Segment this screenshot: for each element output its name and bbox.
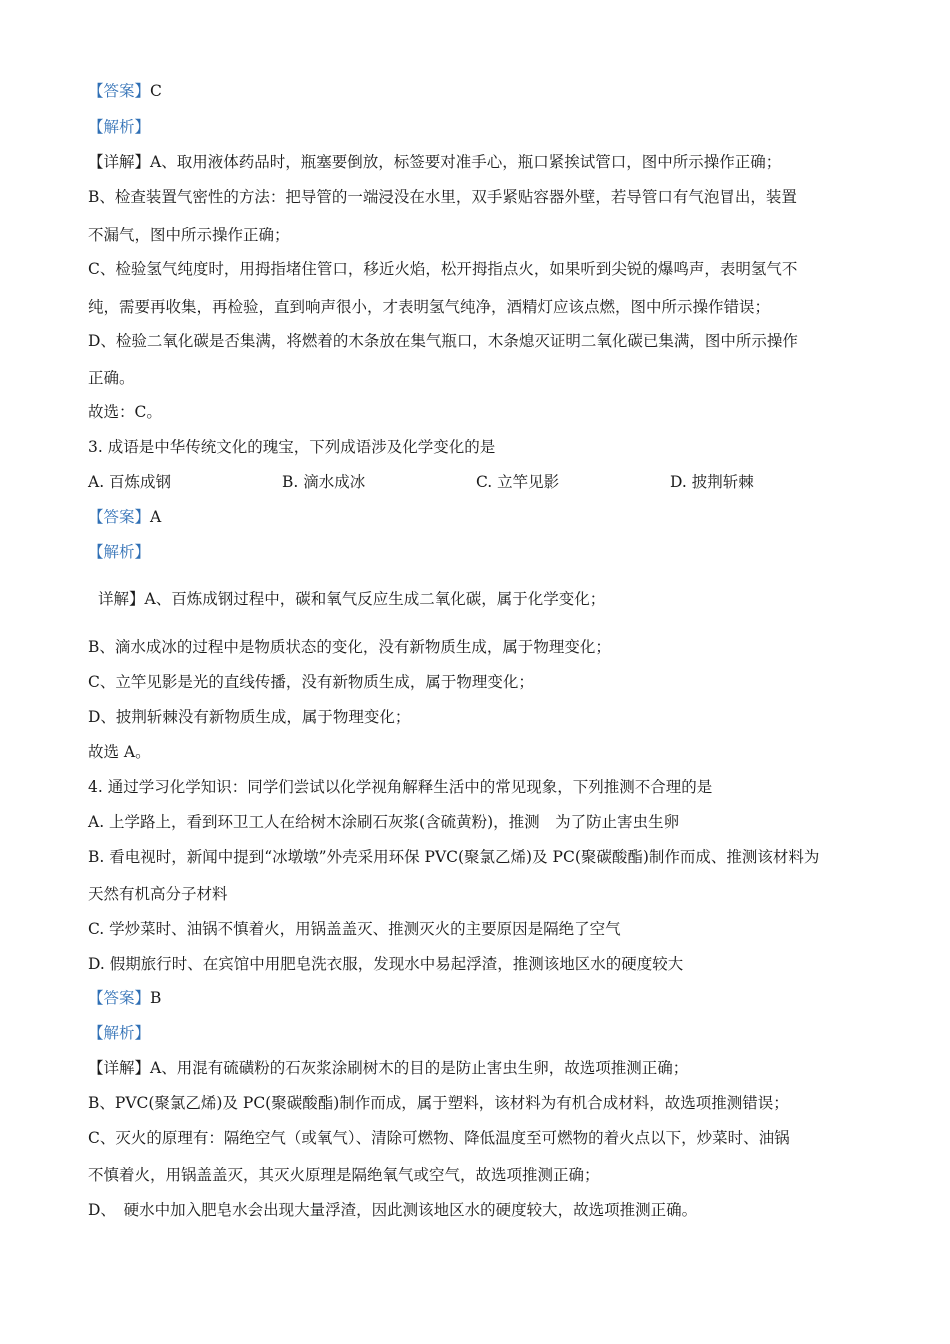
answer-tag: 【答案】 bbox=[88, 989, 151, 1007]
q4-analysis-tag: 【解析】 bbox=[88, 1024, 151, 1042]
q3-stem: 3. 成语是中华传统文化的瑰宝，下列成语涉及化学变化的是 bbox=[88, 438, 496, 456]
q2-answer-line bbox=[88, 81, 162, 101]
q4-detail-line: B、PVC(聚氯乙烯)及 PC(聚碳酸酯)制作而成，属于塑料，该材料为有机合成材料，故选项推测错误； bbox=[88, 1094, 789, 1112]
q3-detail-line: 详解】A、百炼成钢过程中，碳和氧气反应生成二氧化碳，属于化学变化； bbox=[98, 590, 606, 608]
q3-analysis-tag: 【解析】 bbox=[88, 543, 151, 561]
q3-option-b: B. 滴水成冰 bbox=[282, 473, 366, 491]
q3-answer-line bbox=[88, 507, 161, 527]
q4-detail-line: 不慎着火，用锅盖盖灭，其灭火原理是隔绝氧气或空气，故选项推测正确； bbox=[88, 1166, 600, 1184]
q4-answer-line bbox=[88, 988, 161, 1008]
q3-detail-line: B、滴水成冰的过程中是物质状态的变化，没有新物质生成，属于物理变化； bbox=[88, 638, 611, 656]
answer-tag: 【答案】 bbox=[88, 82, 151, 100]
q4-option-b-cont: 天然有机高分子材料 bbox=[88, 885, 228, 903]
q3-option-a: A. 百炼成钢 bbox=[88, 473, 172, 491]
q4-option-a: A. 上学路上，看到环卫工人在给树木涂刷石灰浆(含硫黄粉)，推测 为了防止害虫生卵 bbox=[88, 813, 680, 831]
answer-value: A bbox=[150, 508, 162, 526]
q2-detail-line: 纯，需要再收集，再检验，直到响声很小，才表明氢气纯净，酒精灯应该点燃，图中所示操作错误； bbox=[88, 298, 771, 316]
q2-detail-line: 不漏气，图中所示操作正确； bbox=[88, 226, 290, 244]
q4-detail-line: C、灭火的原理有：隔绝空气（或氧气）、清除可燃物、降低温度至可燃物的着火点以下，炒菜时、油锅 bbox=[88, 1129, 790, 1147]
q4-option-b: B. 看电视时，新闻中提到“冰墩墩”外壳采用环保 PVC(聚氯乙烯)及 PC(聚碳酸酯)制作而成、推测该材料为 bbox=[88, 848, 820, 866]
q2-choice: 故选：C。 bbox=[88, 403, 162, 421]
q4-detail-line: 【详解】A、用混有硫磺粉的石灰浆涂刷树木的目的是防止害虫生卵，故选项推测正确； bbox=[88, 1059, 689, 1077]
q2-analysis-tag: 【解析】 bbox=[88, 118, 151, 136]
q3-option-c: C. 立竿见影 bbox=[476, 473, 560, 491]
q2-detail-line: 【详解】A、取用液体药品时，瓶塞要倒放，标签要对准手心，瓶口紧挨试管口，图中所示操作正确； bbox=[88, 153, 782, 171]
q4-stem: 4. 通过学习化学知识：同学们尝试以化学视角解释生活中的常见现象，下列推测不合理的是 bbox=[88, 778, 713, 796]
answer-value: C bbox=[150, 82, 162, 100]
q3-option-d: D. 披荆斩棘 bbox=[670, 473, 754, 491]
q4-option-d: D. 假期旅行时、在宾馆中用肥皂洗衣服，发现水中易起浮渣，推测该地区水的硬度较大 bbox=[88, 955, 684, 973]
q3-detail-line: C、立竿见影是光的直线传播，没有新物质生成，属于物理变化； bbox=[88, 673, 534, 691]
q2-detail-line: B、检查装置气密性的方法：把导管的一端浸没在水里，双手紧贴容器外壁，若导管口有气泡冒出，装置 bbox=[88, 188, 797, 206]
q4-detail-line: D、 硬水中加入肥皂水会出现大量浮渣，因此测该地区水的硬度较大，故选项推测正确。 bbox=[88, 1201, 698, 1219]
q2-detail-line: 正确。 bbox=[88, 369, 135, 387]
q4-option-c: C. 学炒菜时、油锅不慎着火，用锅盖盖灭、推测灭火的主要原因是隔绝了空气 bbox=[88, 920, 621, 938]
q3-choice: 故选 A。 bbox=[88, 743, 151, 761]
q2-detail-line: D、检验二氧化碳是否集满，将燃着的木条放在集气瓶口，木条熄灭证明二氧化碳已集满，图中所示操作 bbox=[88, 332, 798, 350]
answer-tag: 【答案】 bbox=[88, 508, 151, 526]
answer-value: B bbox=[150, 989, 162, 1007]
q2-detail-line: C、检验氢气纯度时，用拇指堵住管口，移近火焰，松开拇指点火，如果听到尖锐的爆鸣声，表明氢气不 bbox=[88, 260, 798, 278]
q3-detail-line: D、披荆斩棘没有新物质生成，属于物理变化； bbox=[88, 708, 411, 726]
